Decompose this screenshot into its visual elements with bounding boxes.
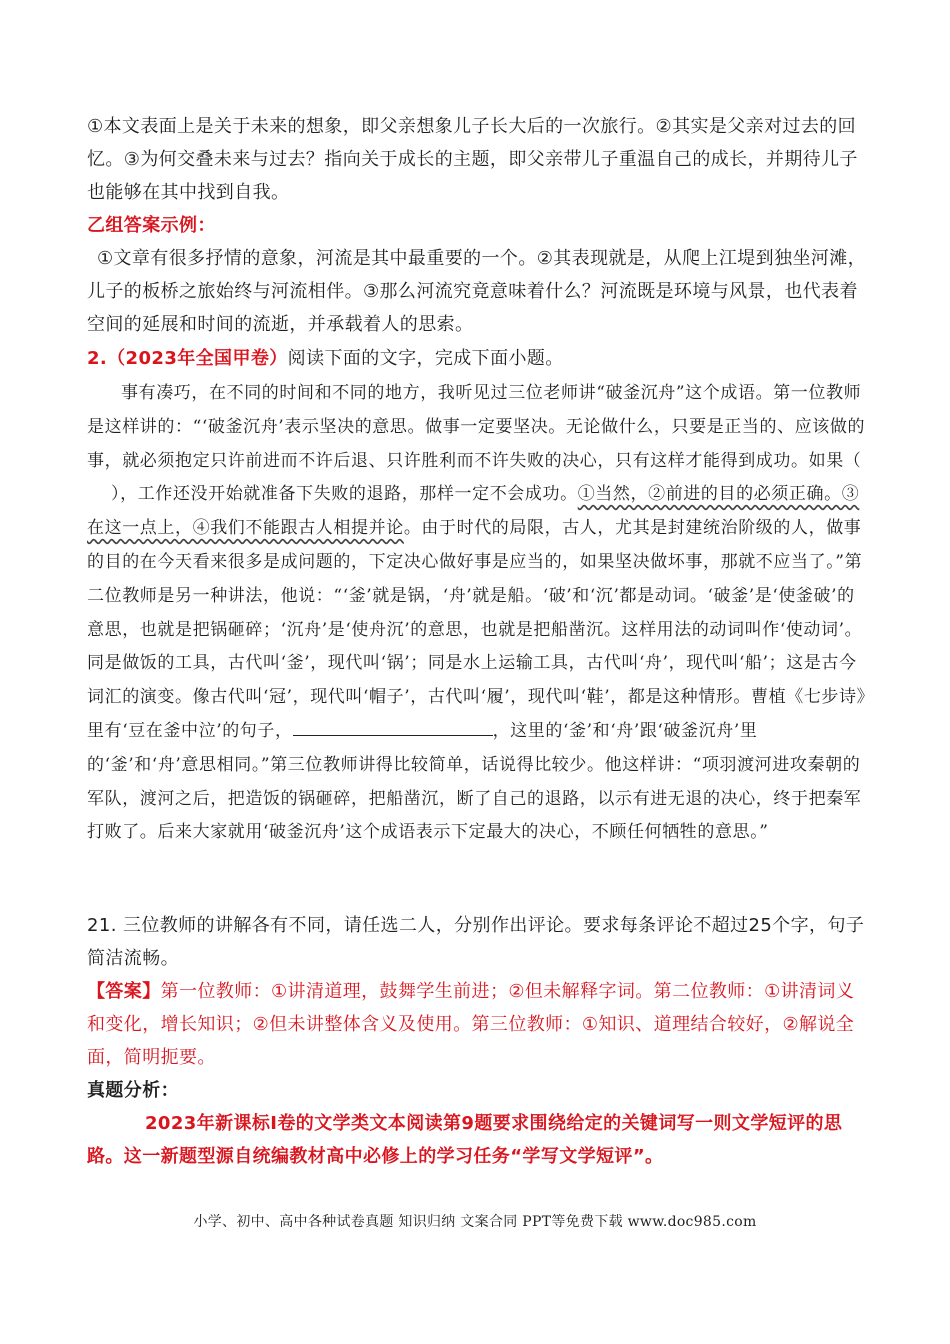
question-number-source: 2.（2023年全国甲卷） [87,348,288,369]
passage-part-4: ，这里的‘釜’和‘舟’跟‘破釜沉舟’里的‘釜’和‘舟’意思相同。”第三位教师讲得比较简单，话说得比较少。他这样讲：“项羽渡河进攻秦朝的军队，渡河之后，把造饭的锅砸碎，把船凿沉，断了自己的退路，以示有进无退的决心，终于把秦军打败了。后来大家就用‘破釜沉舟’这个成语表示下定最大的决心，不顾任何牺牲的意思。” [87,720,862,843]
question-header [87,342,867,375]
sub-question: 21. 三位教师的讲解各有不同，请任选二人，分别作出评论。要求每条评论不超过25个字，句子简洁流畅。 [87,915,865,969]
group-a-paragraph: ①本文表面上是关于未来的想象，即父亲想象儿子长大后的一次旅行。②其实是父亲对过去的回忆。③为何交叠未来与过去？指向关于成长的主题，即父亲带儿子重温自己的成长，并期待儿子也能够在其中找到自我。 [87,116,858,203]
passage-wavy-underline: ①当然，②前进的目的必须正确。③在这一点上，④我们不能跟古人相提并论 [87,484,860,539]
passage-part-2: ），工作还没开始就准备下失败的退路，那样一定不会成功。 [111,484,578,505]
reading-passage [87,377,867,850]
group-b-heading: 乙组答案示例： [87,215,216,236]
group-b-paragraph: ①文章有很多抒情的意象，河流是其中最重要的一个。②其表现就是，从爬上江堤到独坐河滩，儿子的板桥之旅始终与河流相伴。③那么河流究竟意味着什么？河流既是环境与风景，也代表着空间的延展和时间的流逝，并承载着人的思索。 [87,248,867,335]
passage-part-3: 。由于时代的局限，古人，尤其是封建统治阶级的人，做事的目的在今天看来很多是成问题的，下定决心做好事是应当的，如果坚决做坏事，那就不应当了。”第二位教师是另一种讲法，他说：“‘釜’就是锅，‘舟’就是船。‘破’和‘沉’都是动词。‘破釜’是‘使釜破’的意思，也就是把锅砸碎；‘沉舟’是‘使舟沉’的意思，也就是把船凿沉。这样用法的动词叫作‘使动词’。同是做饭的工具，古代叫‘釜’，现代叫‘锅’；同是水上运输工具，古代叫‘舟’，现代叫‘船’；这是古今词汇的演变。像古代叫‘冠’，现代叫‘帽子’，古代叫‘履’，现代叫‘鞋’，都是这种情形。曹植《七步诗》里有‘豆在釜中泣’的句子， [87,518,866,741]
analysis-heading: 真题分析： [87,1080,179,1101]
page-footer: 小学、初中、高中各种试卷真题 知识归纳 文案合同 PPT等免费下载 www.doc985.com [193,1214,757,1230]
fill-in-blank [293,715,493,736]
answer-block [87,975,867,1074]
passage-part-1: 事有凑巧，在不同的时间和不同的地方，我听见过三位老师讲“破釜沉舟”这个成语。第一位教师是这样讲的：“‘破釜沉舟’表示坚决的意思。做事一定要坚决。无论做什么，只要是正当的、应该做的事，就必须抱定只许前进而不许后退、只许胜利而不许失败的决心，只有这样才能得到成功。如果（ [87,383,866,471]
group-a-answer [87,110,867,209]
group-b-answer [87,242,867,341]
answer-label: 【答案】 [87,981,161,1002]
question-instruction: 阅读下面的文字，完成下面小题。 [287,348,564,369]
analysis-heading-block [87,1074,867,1107]
analysis-block [87,1107,867,1173]
analysis-text: 2023年新课标I卷的文学类文本阅读第9题要求围绕给定的关键词写一则文学短评的思路。这一新题型源自统编教材高中必修上的学习任务“学写文学短评”。 [87,1113,843,1167]
group-b-heading-block [87,209,867,242]
sub-question-block [87,909,867,975]
answer-text: 第一位教师：①讲清道理，鼓舞学生前进；②但未解释字词。第二位教师：①讲清词义和变化，增长知识；②但未讲整体含义及使用。第三位教师：①知识、道理结合较好，②解说全面，简明扼要。 [87,981,855,1068]
